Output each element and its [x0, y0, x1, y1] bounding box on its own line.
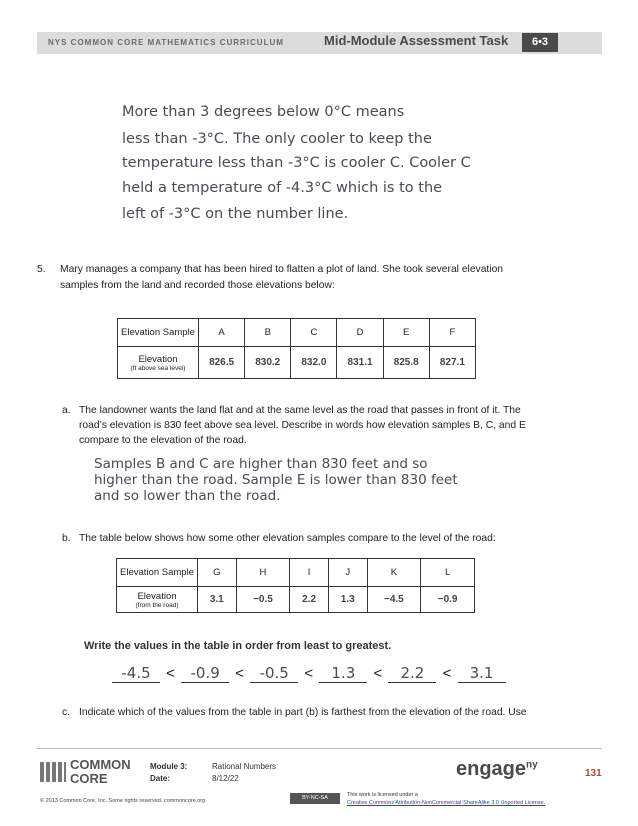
handwritten-answer-a: Samples B and C are higher than 830 feet and so — [94, 456, 428, 472]
engage-sup: ny — [526, 759, 538, 771]
table-header-cell: Elevation Sample — [118, 319, 199, 347]
order-answer: 2.2 — [388, 664, 436, 683]
handwritten-line: left of -3°C on the number line. — [122, 206, 349, 222]
table-row-header — [118, 347, 199, 379]
row-header-unit: (ft above sea level) — [130, 364, 186, 372]
table-cell: 825.8 — [383, 347, 429, 379]
logo-line: COMMON — [70, 757, 131, 772]
table-col-header: L — [421, 559, 475, 587]
less-than-sign: < — [304, 665, 314, 682]
module-value: Rational Numbers — [212, 762, 277, 771]
common-core-logo-text — [70, 758, 131, 786]
copyright: © 2013 Common Core, Inc. Some rights reserved. commoncore.org — [40, 798, 206, 804]
handwritten-line: temperature less than -3°C is cooler C. Cooler C — [122, 155, 471, 171]
table-col-header: F — [429, 319, 475, 347]
table-cell: 2.2 — [290, 587, 329, 613]
grade-badge: 6•3 — [522, 33, 558, 52]
table-col-header: J — [328, 559, 367, 587]
question-text: Mary manages a company that has been hired to flatten a plot of land. She took several elevation — [60, 264, 504, 275]
license-link[interactable]: Creative Commons Attribution-NonCommercial-ShareAlike 3.0 Unported License. — [347, 800, 546, 806]
table-col-header: I — [290, 559, 329, 587]
order-answer: -0.5 — [250, 664, 298, 683]
table-cell: −0.5 — [236, 587, 290, 613]
order-answer: -4.5 — [112, 664, 160, 683]
part-text: The table below shows how some other elevation samples compare to the level of the road: — [79, 533, 496, 544]
table-col-header: C — [291, 319, 337, 347]
handwritten-line: less than -3°C. The only cooler to keep the — [122, 131, 432, 147]
date-label: Date: — [150, 774, 171, 783]
order-prompt: Write the values in the table in order from least to greatest. — [84, 640, 392, 652]
page-title: Mid-Module Assessment Task — [324, 33, 509, 48]
table-col-header: D — [337, 319, 383, 347]
table-col-header: B — [245, 319, 291, 347]
table-cell: 1.3 — [328, 587, 367, 613]
handwritten-line: More than 3 degrees below 0°C means — [122, 104, 405, 120]
less-than-sign: < — [166, 665, 175, 682]
license-text: This work is licensed under a — [347, 792, 418, 798]
less-than-sign: < — [235, 665, 245, 682]
question-text: samples from the land and recorded those elevations below: — [60, 280, 335, 291]
part-text: compare to the elevation of the road. — [79, 435, 247, 446]
table-cell: 3.1 — [198, 587, 237, 613]
table-col-header: E — [383, 319, 429, 347]
elevation-table-1 — [117, 318, 476, 379]
table-cell: 831.1 — [337, 347, 383, 379]
part-text: road’s elevation is 830 feet above sea level. Describe in words how elevation samples B, C, and E — [79, 420, 526, 431]
footer-divider — [37, 748, 602, 749]
table-col-header: G — [198, 559, 237, 587]
handwritten-answer-a: higher than the road. Sample E is lower than 830 feet — [94, 472, 458, 488]
table-cell: 832.0 — [291, 347, 337, 379]
order-answer: -0.9 — [181, 664, 229, 683]
part-text: Indicate which of the values from the table in part (b) is farthest from the elevation of the road. Use — [79, 707, 527, 718]
table-col-header: A — [199, 319, 245, 347]
part-text: The landowner wants the land flat and at the same level as the road that passes in front of it. The — [79, 405, 521, 416]
order-answer: 3.1 — [458, 664, 506, 683]
table-cell: 830.2 — [245, 347, 291, 379]
table-cell: 826.5 — [199, 347, 245, 379]
engageny-logo — [456, 758, 538, 781]
cc-license-badge-icon: BY-NC-SA — [290, 793, 340, 804]
part-label: b. — [62, 533, 71, 544]
less-than-sign: < — [373, 665, 383, 682]
question-number: 5. — [37, 264, 46, 275]
part-label: a. — [62, 405, 71, 416]
table-cell: −0.9 — [421, 587, 475, 613]
page-number: 131 — [585, 768, 602, 779]
table-cell: −4.5 — [367, 587, 421, 613]
common-core-logo-icon — [40, 762, 66, 782]
table-cell: 827.1 — [429, 347, 475, 379]
row-header-label: Elevation — [138, 353, 178, 365]
row-header-unit: (from the road) — [135, 601, 179, 609]
logo-line: CORE — [70, 771, 108, 786]
handwritten-line: held a temperature of -4.3°C which is to the — [122, 180, 443, 196]
footer-values — [212, 761, 276, 785]
table-row-header — [117, 587, 198, 613]
date-value: 8/12/22 — [212, 774, 239, 783]
elevation-table-2 — [116, 558, 475, 613]
handwritten-answer-a: and so lower than the road. — [94, 488, 281, 504]
engage-text: engage — [456, 758, 527, 780]
order-answer: 1.3 — [319, 664, 367, 683]
row-header-label: Elevation — [137, 590, 177, 602]
table-header-cell: Elevation Sample — [117, 559, 198, 587]
curriculum-label: NYS COMMON CORE MATHEMATICS CURRICULUM — [48, 38, 284, 47]
less-than-sign: < — [442, 665, 452, 682]
table-col-header: K — [367, 559, 421, 587]
module-label: Module 3: — [150, 762, 188, 771]
table-col-header: H — [236, 559, 290, 587]
order-answer-line — [110, 664, 508, 683]
footer-labels — [150, 761, 187, 785]
part-label: c. — [62, 707, 71, 718]
